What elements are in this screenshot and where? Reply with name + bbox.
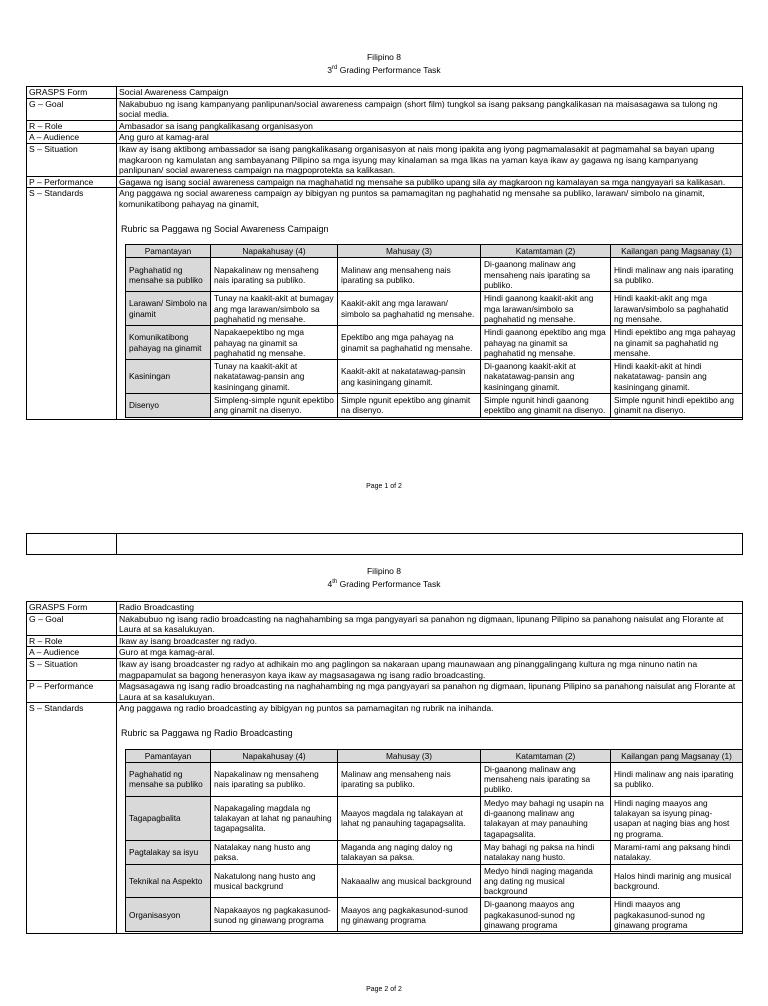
rubric-header: Mahusay (3) [338,245,481,258]
grasps-text: Magsasagawa ng isang radio broadcasting na naghahambing ng mga pangyayari sa panahon ng digmaan, lipunang Pilipino sa panahong naisulat ang Florante at Laura at sa kasalukuyan. [117,681,743,703]
page1-grasps-table [26,86,743,420]
rubric-cell: Nakaaaliw ang musical background [338,864,481,898]
grasps-row [27,658,743,680]
page2-task-title: 4th Grading Performance Task [327,578,441,589]
rubric-row [126,762,743,796]
rubric-cell: Di-gaanong malinaw ang mensaheng nais iparating sa publiko. [481,258,611,292]
rubric-criterion: Disenyo [126,393,211,417]
rubric-cell: Hindi gaanong epektibo ang mga pahayag na ginamit sa paghahatid ng mensahe. [481,326,611,360]
grasps-text: Ikaw ay isang broadcaster ng radyo. [117,635,743,647]
rubric-cell: Marami-rami ang paksang hindi natalakay. [611,840,743,864]
standards-text: Ang paggawa ng social awareness campaign ay bibigyan ng puntos sa pamamagitan ng paghahatid ng mensahe sa publiko, larawan/ simbolo na ginamit, komunikatibong pahayag na ginamit, [119,188,705,209]
grasps-text: Gagawa ng isang social awareness campaign na maghahatid ng mensahe sa publiko upang sila ay magkaroon ng kamalayan sa mga nangyayari sa kalikasan. [117,176,743,188]
rubric-cell: Natalakay nang husto ang paksa. [211,840,338,864]
rubric-cell: Hindi naging maayos ang talakayan sa isyung pinag-usapan at naging bias ang host ng programa. [611,796,743,840]
page1-rubric-table [125,244,743,417]
grasps-row [27,681,743,703]
rubric-cell: Maayos magdala ng talakayan at lahat ng panauhing tagapagsalita. [338,796,481,840]
grasps-row [27,613,743,635]
grasps-row [27,87,743,99]
rubric-cell: Simple ngunit hindi gaanong epektibo ang ginamit na disenyo. [481,393,611,417]
rubric-cell: Nakatulong nang husto ang musical backgrund [211,864,338,898]
rubric-row [126,864,743,898]
rubric-cell: Di-gaanong maayos ang pagkakasunod-sunod ng ginawang programa [481,898,611,932]
rubric-title: Rubric sa Paggawa ng Social Awareness Campaign [121,223,329,234]
rubric-cell: Hindi gaanong kaakit-akit ang mga larawan/simbolo sa paghahatid ng mensahe. [481,292,611,326]
rubric-cell: Hindi malinaw ang nais iparating sa publiko. [611,762,743,796]
rubric-header: Kailangan pang Magsanay (1) [611,245,743,258]
grasps-text: Ang guro at kamag-aral [117,132,743,144]
rubric-cell: Simple ngunit epektibo ang ginamit na disenyo. [338,393,481,417]
page2-subject: Filipino 8 [366,566,402,576]
rubric-criterion: Komunikatibong pahayag na ginamit [126,326,211,360]
rubric-header: Kailangan pang Magsanay (1) [611,749,743,762]
rubric-cell: Napakagaling magdala ng talakayan at lahat ng panauhing tagapagsalita. [211,796,338,840]
rubric-cell: Napakalinaw ng mensaheng nais iparating sa publiko. [211,258,338,292]
rubric-cell: Tunay na kaakit-akit at nakatatawag-pansin ang kasiningang ginamit. [211,360,338,394]
rubric-cell: Hindi kaakit-akit at hindi nakatatawag- pansin ang kasiningang ginamit. [611,360,743,394]
rubric-criterion: Pagtalakay sa isyu [126,840,211,864]
rubric-cell: Napakalinaw ng mensaheng nais iparating sa publiko. [211,762,338,796]
rubric-criterion: Paghahatid ng mensahe sa publiko [126,258,211,292]
rubric-header: Napakahusay (4) [211,749,338,762]
rubric-cell: Halos hindi marinig ang musical background. [611,864,743,898]
rubric-criterion: Organisasyon [126,898,211,932]
grasps-text: Guro at mga kamag-aral. [117,647,743,659]
standards-label: S – Standards [27,703,117,934]
rubric-cell: Malinaw ang mensaheng nais iparating sa publiko. [338,258,481,292]
rubric-row [126,258,743,292]
rubric-cell: Hindi maayos ang pagkakasunod-sunod ng ginawang programa [611,898,743,932]
rubric-cell: Simple ngunit hindi epektibo ang ginamit na disenyo. [611,393,743,417]
grasps-text: Nakabubuo ng isang kampanyang panlipunan/social awareness campaign (short film) tungkol sa isang paksang pangkalikasan na maisasagawa sa tulong ng social media. [117,98,743,120]
grasps-row [27,602,743,614]
page1-task-title: 3rd Grading Performance Task [327,64,441,75]
rubric-row [126,840,743,864]
rubric-cell: Di-gaanong kaakit-akit at nakatatawag-pansin ang kasiningang ginamit. [481,360,611,394]
grasps-row [27,635,743,647]
rubric-cell: Napakaepektibo ng mga pahayag na ginamit sa paghahatid ng mensahe. [211,326,338,360]
rubric-cell: Simpleng-simple ngunit epektibo ang ginamit na disenyo. [211,393,338,417]
grasps-label: A – Audience [27,647,117,659]
rubric-row [126,360,743,394]
grasps-label: P – Performance [27,176,117,188]
grasps-row [27,132,743,144]
rubric-cell: Epektibo ang mga pahayag na ginamit sa paghahatid ng mensahe. [338,326,481,360]
rubric-row [126,898,743,932]
grasps-label: R – Role [27,635,117,647]
rubric-header: Napakahusay (4) [211,245,338,258]
rubric-row [126,796,743,840]
grasps-label: S – Situation [27,658,117,680]
rubric-criterion: Paghahatid ng mensahe sa publiko [126,762,211,796]
standards-label: S – Standards [27,188,117,419]
rubric-cell: Maayos ang pagkakasunod-sunod ng ginawang programa [338,898,481,932]
rubric-row [126,326,743,360]
rubric-header: Pamantayan [126,245,211,258]
page2-grasps-table [26,601,743,934]
grasps-label: GRASPS Form [27,602,117,614]
grasps-label: S – Situation [27,143,117,176]
grasps-text: Social Awareness Campaign [117,87,743,99]
grasps-text: Ikaw ay isang aktibong ambassador sa isang pangkalikasang organisasyon at nais mong ipakita ang iyong pagmamalasakit at pagmamahal sa bayan upang magkaroon ng kamulatan ang sambayanang Pilipino sa mga isyung may kinalaman sa mga likas na yaman kaya ikaw ay gagawa ng isang kampanyang panlipunan/ social awareness campaign na magpoprotekta sa kalikasan. [117,143,743,176]
rubric-criterion: Larawan/ Simbolo na ginamit [126,292,211,326]
grasps-text: Ambasador sa isang pangkalikasang organisasyon [117,120,743,132]
rubric-criterion: Teknikal na Aspekto [126,864,211,898]
rubric-header: Katamtaman (2) [481,245,611,258]
rubric-header: Mahusay (3) [338,749,481,762]
page2-rubric-table [125,749,743,933]
rubric-cell: Medyo hindi naging maganda ang dating ng musical background [481,864,611,898]
page1-footer: Page 1 of 2 [366,483,402,490]
grasps-row [27,120,743,132]
rubric-row [126,292,743,326]
grasps-label: G – Goal [27,98,117,120]
rubric-cell: Malinaw ang mensaheng nais iparating sa publiko. [338,762,481,796]
grasps-label: G – Goal [27,613,117,635]
grasps-text: Nakabubuo ng isang radio broadcasting na naghahambing sa mga pangyayari sa panahon ng digmaan, lipunang Pilipino sa panahong naisulat ang Florante at Laura at sa kasalukuyan. [117,613,743,635]
rubric-header: Katamtaman (2) [481,749,611,762]
rubric-cell: May bahagi ng paksa na hindi natalakay nang husto. [481,840,611,864]
grasps-label: GRASPS Form [27,87,117,99]
rubric-cell: Napakaayos ng pagkakasunod-sunod ng ginawang programa [211,898,338,932]
grasps-text: Ikaw ay isang broadcaster ng radyo at adhikain mo ang paglingon sa nakaraan upang maunawaan ang pinanggalingang kultura ng mga ninuno natin na magpapamulat sa bagong henerasyon kaya ikaw ay magsasagawa ng isang radio broadcasting. [117,658,743,680]
rubric-cell: Hindi kaakit-akit ang mga larawan/simbolo sa paghahatid ng mensahe. [611,292,743,326]
rubric-cell: Hindi epektibo ang mga pahayag na ginamit sa paghahatid ng mensahe. [611,326,743,360]
rubric-cell: Hindi malinaw ang nais iparating sa publiko. [611,258,743,292]
grasps-text: Radio Broadcasting [117,602,743,614]
rubric-criterion: Tagapagbalita [126,796,211,840]
standards-text: Ang paggawa ng radio broadcasting ay bibigyan ng puntos sa pamamagitan ng rubrik na inihanda. [119,703,494,714]
rubric-cell: Kaakit-akit at nakatatawag-pansin ang kasiningang ginamit. [338,360,481,394]
rubric-title: Rubric sa Paggawa ng Radio Broadcasting [121,727,293,738]
rubric-header: Pamantayan [126,749,211,762]
rubric-criterion: Kasiningan [126,360,211,394]
rubric-cell: Medyo may bahagi ng usapin na di-gaanong malinaw ang talakayan at may panauhing tagapagsalita. [481,796,611,840]
rubric-row [126,393,743,417]
rubric-cell: Tunay na kaakit-akit at bumagay ang mga larawan/simbolo sa paghahatid ng mensahe. [211,292,338,326]
grasps-row [27,143,743,176]
grasps-row [27,647,743,659]
grasps-row [27,98,743,120]
grasps-label: P – Performance [27,681,117,703]
page-separator-table [26,533,743,555]
grasps-row [27,176,743,188]
page1-subject: Filipino 8 [366,52,402,62]
grasps-label: A – Audience [27,132,117,144]
grasps-label: R – Role [27,120,117,132]
page2-footer: Page 2 of 2 [366,986,402,993]
rubric-cell: Maganda ang naging daloy ng talakayan sa paksa. [338,840,481,864]
rubric-cell: Di-gaanong malinaw ang mensaheng nais iparating sa publiko. [481,762,611,796]
rubric-cell: Kaakit-akit ang mga larawan/ simbolo sa paghahatid ng mensahe. [338,292,481,326]
